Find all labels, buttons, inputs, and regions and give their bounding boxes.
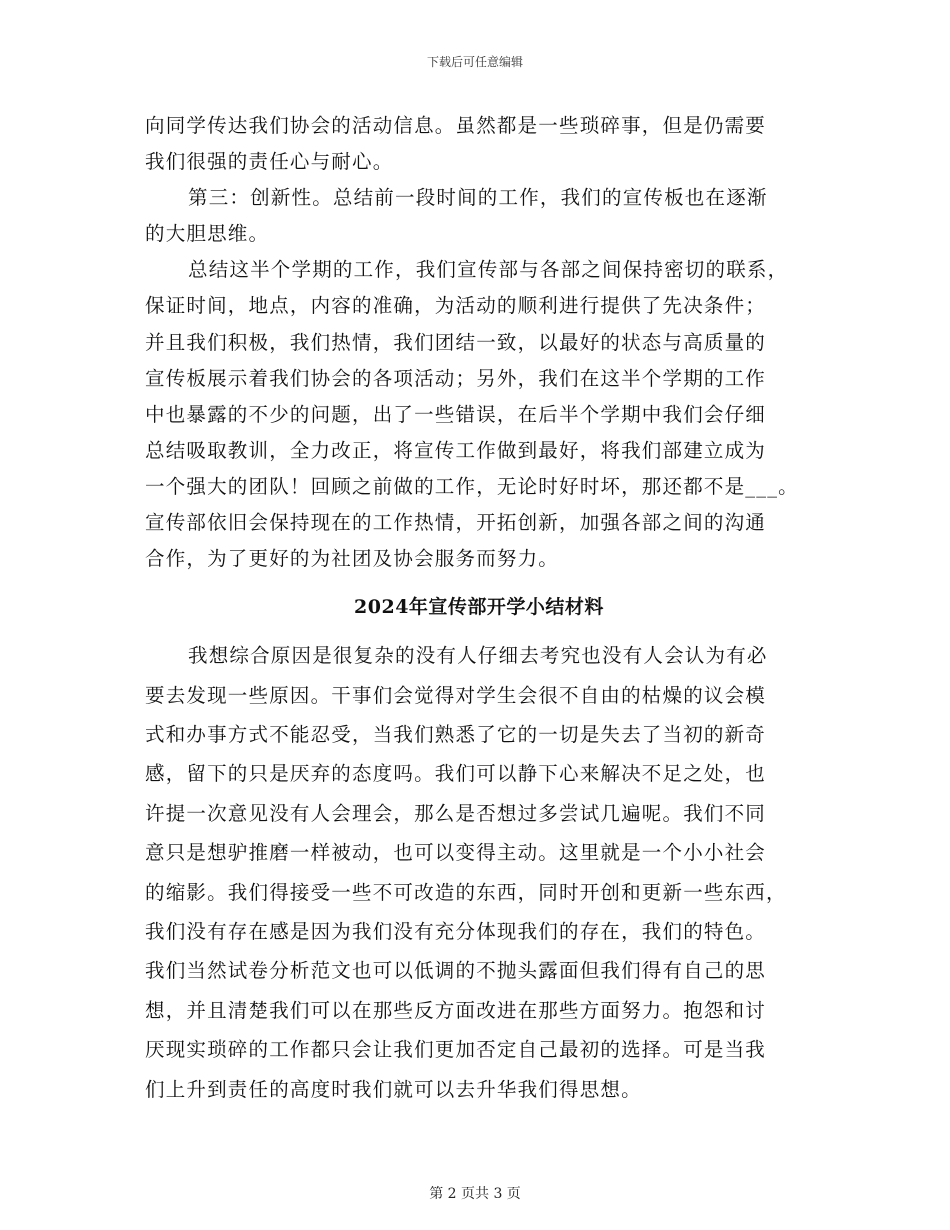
paragraph-line: 式和办事方式不能忍受，当我们熟悉了它的一切是失去了当初的新奇 (145, 723, 767, 746)
paragraph-line: 合作，为了更好的为社团及协会服务而努力。 (145, 547, 560, 571)
paragraph-line: 的大胆思维。 (145, 222, 270, 246)
section-title: 2024年宣传部开学小结材料 (354, 596, 604, 619)
paragraph-line: 们上升到责任的高度时我们就可以去升华我们得思想。 (145, 1077, 642, 1101)
paragraph-line: 保证时间，地点，内容的准确，为活动的顺利进行提供了先决条件； (145, 294, 767, 318)
paragraph-line: 意只是想驴推磨一样被动，也可以变得主动。这里就是一个小小社会 (145, 841, 767, 865)
paragraph-line: 我想综合原因是很复杂的没有人仔细去考究也没有人会认为有必 (188, 644, 768, 668)
paragraph-line: 第三：创新性。总结前一段时间的工作，我们的宣传板也在逐渐 (188, 186, 768, 210)
paragraph-line: 一个强大的团队！回顾之前做的工作，无论时好时坏，那还都不是___。 (145, 474, 799, 498)
paragraph-line: 我们很强的责任心与耐心。 (145, 150, 394, 174)
document-body (145, 108, 813, 1109)
page-footer: 第 2 页共 3 页 (429, 1186, 521, 1202)
paragraph-line: 想，并且清楚我们可以在那些反方面改进在那些方面努力。抱怨和讨 (145, 998, 767, 1022)
paragraph-line: 的缩影。我们得接受一些不可改造的东西，同时开创和更新一些东西， (145, 880, 787, 904)
paragraph-line: 我们没有存在感是因为我们没有充分体现我们的存在，我们的特色。 (145, 919, 767, 943)
paragraph-line: 要去发现一些原因。干事们会觉得对学生会很不自由的枯燥的议会模 (145, 683, 767, 707)
paragraph-line: 向同学传达我们协会的活动信息。虽然都是一些琐碎事，但是仍需要 (145, 114, 767, 137)
section-previous-continued (145, 108, 813, 577)
paragraph-line: 宣传部依旧会保持现在的工作热情，开拓创新，加强各部之间的沟通 (145, 511, 767, 535)
paragraph-line: 厌现实琐碎的工作都只会让我们更加否定自己最初的选择。可是当我 (145, 1038, 767, 1062)
paragraph-line: 总结这半个学期的工作，我们宣传部与各部之间保持密切的联系， (188, 258, 789, 282)
paragraph-line: 宣传板展示着我们协会的各项活动；另外，我们在这半个学期的工作 (145, 366, 767, 390)
paragraph-line: 并且我们积极，我们热情，我们团结一致，以最好的状态与高质量的 (145, 330, 767, 354)
paragraph-line: 总结吸取教训，全力改正，将宣传工作做到最好，将我们部建立成为 (145, 438, 767, 462)
section-summary-body (145, 636, 813, 1109)
paragraph-line: 我们当然试卷分析范文也可以低调的不抛头露面但我们得有自己的思 (145, 959, 767, 983)
page-header: 下载后可任意编辑 (426, 55, 523, 69)
paragraph-line: 感，留下的只是厌弃的态度吗。我们可以静下心来解决不足之处，也 (145, 762, 767, 786)
paragraph-line: 许提一次意见没有人会理会，那么是否想过多尝试几遍呢。我们不同 (145, 801, 767, 825)
paragraph-line: 中也暴露的不少的问题，出了一些错误，在后半个学期中我们会仔细 (145, 402, 767, 426)
